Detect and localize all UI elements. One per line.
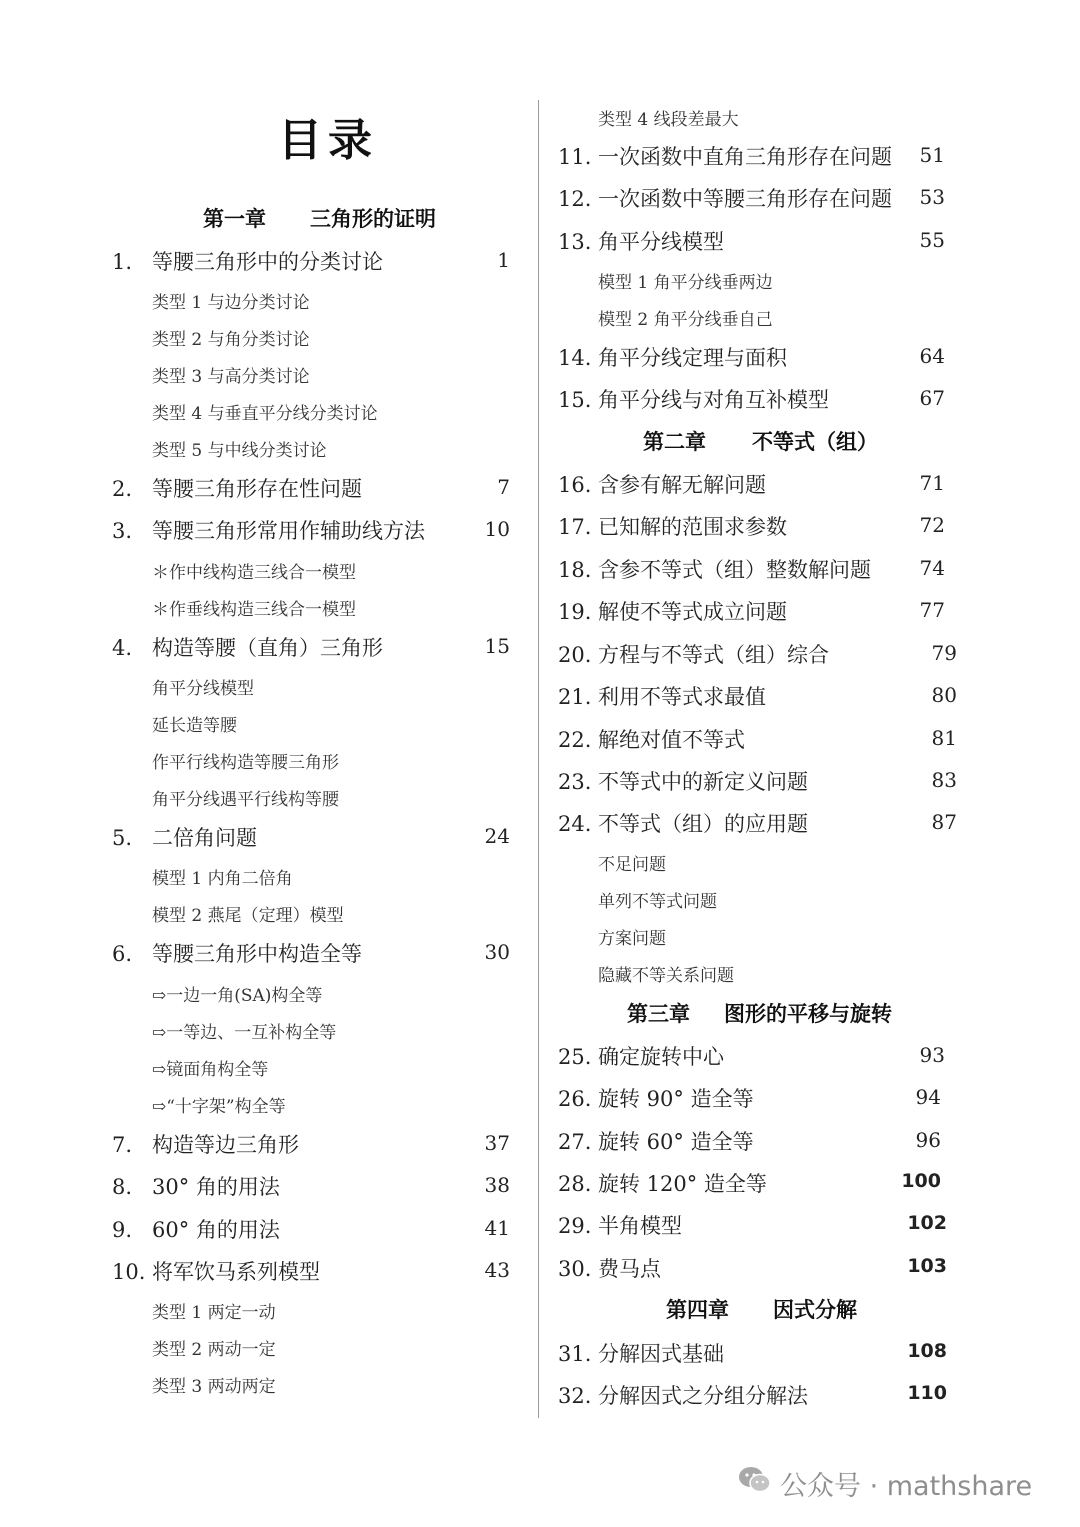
toc-entry[interactable] xyxy=(558,1210,682,1240)
entry-number: 1. xyxy=(112,250,133,274)
page-number: 10 xyxy=(484,517,510,541)
entry-text: 一次函数中直角三角形存在问题 xyxy=(598,145,892,169)
page-number: 102 xyxy=(907,1212,947,1234)
page-number: 24 xyxy=(484,824,510,848)
toc-subitem[interactable]: 方案问题 xyxy=(598,929,666,949)
toc-entry[interactable] xyxy=(112,1256,320,1286)
entry-text: 费马点 xyxy=(598,1257,661,1281)
page-number: 1 xyxy=(497,248,510,272)
entry-number: 23. xyxy=(558,770,592,794)
chapter-number: 第二章 xyxy=(643,430,706,454)
page-number: 67 xyxy=(919,386,945,410)
toc-subitem[interactable]: 类型 1 两定一动 xyxy=(152,1303,276,1323)
page-number: 93 xyxy=(919,1043,945,1067)
entry-text: 60° 角的用法 xyxy=(152,1218,280,1242)
entry-text: 一次函数中等腰三角形存在问题 xyxy=(598,187,892,211)
entry-number: 13. xyxy=(558,230,592,254)
toc-entry[interactable] xyxy=(112,473,362,503)
chapter-number: 第三章 xyxy=(627,1002,690,1026)
toc-entry[interactable] xyxy=(558,681,766,711)
entry-number: 10. xyxy=(112,1260,146,1284)
toc-entry[interactable] xyxy=(558,596,787,626)
chapter-name: 不等式（组） xyxy=(752,430,878,454)
page-number: 110 xyxy=(907,1382,947,1404)
toc-entry[interactable] xyxy=(558,1338,724,1368)
toc-entry[interactable] xyxy=(112,1129,299,1159)
entry-number: 28. xyxy=(558,1172,592,1196)
column-divider xyxy=(538,100,539,1418)
entry-number: 11. xyxy=(558,145,592,169)
page-number: 81 xyxy=(931,726,957,750)
chapter-heading xyxy=(627,998,892,1028)
page-number: 15 xyxy=(484,634,510,658)
page-number: 108 xyxy=(907,1340,947,1362)
entry-number: 32. xyxy=(558,1384,592,1408)
page-number: 72 xyxy=(919,513,945,537)
toc-entry[interactable] xyxy=(558,1126,754,1156)
toc-subitem[interactable]: ⇨“十字架”构全等 xyxy=(152,1097,286,1117)
entry-text: 解使不等式成立问题 xyxy=(598,600,787,624)
toc-subitem[interactable]: ⇨一等边、一互补构全等 xyxy=(152,1023,337,1043)
page-number: 100 xyxy=(901,1170,941,1192)
toc-entry[interactable] xyxy=(558,1253,661,1283)
toc-subitem[interactable]: 模型 2 角平分线垂自己 xyxy=(598,310,773,330)
chapter-number: 第四章 xyxy=(666,1298,729,1322)
entry-number: 7. xyxy=(112,1133,133,1157)
toc-entry[interactable] xyxy=(558,639,829,669)
entry-text: 等腰三角形中构造全等 xyxy=(152,942,362,966)
entry-text: 角平分线与对角互补模型 xyxy=(598,388,829,412)
chapter-name: 因式分解 xyxy=(773,1298,857,1322)
entry-text: 角平分线定理与面积 xyxy=(598,346,787,370)
entry-number: 8. xyxy=(112,1175,133,1199)
page-number: 83 xyxy=(931,768,957,792)
entry-number: 27. xyxy=(558,1130,592,1154)
toc-subitem[interactable]: ⇨镜面角构全等 xyxy=(152,1060,269,1080)
entry-number: 30. xyxy=(558,1257,592,1281)
chapter-heading xyxy=(203,203,436,233)
entry-number: 19. xyxy=(558,600,592,624)
toc-entry[interactable] xyxy=(558,1380,808,1410)
toc-subitem[interactable]: 类型 2 两动一定 xyxy=(152,1340,276,1360)
entry-number: 9. xyxy=(112,1218,133,1242)
entry-text: 方程与不等式（组）综合 xyxy=(598,643,829,667)
entry-text: 分解因式之分组分解法 xyxy=(598,1384,808,1408)
toc-entry[interactable] xyxy=(558,342,787,372)
toc-subitem[interactable]: 类型 5 与中线分类讨论 xyxy=(152,441,327,461)
toc-subitem[interactable]: 单列不等式问题 xyxy=(598,892,717,912)
toc-entry[interactable] xyxy=(112,632,383,662)
toc-entry[interactable] xyxy=(112,1171,280,1201)
toc-subitem[interactable]: 类型 1 与边分类讨论 xyxy=(152,293,310,313)
toc-entry[interactable] xyxy=(558,724,745,754)
page-number: 79 xyxy=(931,641,957,665)
entry-text: 等腰三角形中的分类讨论 xyxy=(152,250,383,274)
toc-subitem[interactable]: 角平分线遇平行线构等腰 xyxy=(152,790,339,810)
toc-subitem[interactable]: 作平行线构造等腰三角形 xyxy=(152,753,339,773)
toc-subitem[interactable]: 不足问题 xyxy=(598,855,666,875)
entry-text: 旋转 90° 造全等 xyxy=(598,1087,754,1111)
toc-subitem[interactable]: 类型 3 与高分类讨论 xyxy=(152,367,310,387)
toc-entry[interactable] xyxy=(558,141,892,171)
entry-number: 31. xyxy=(558,1342,592,1366)
toc-subitem[interactable]: 隐藏不等关系问题 xyxy=(598,966,734,986)
toc-entry[interactable] xyxy=(112,938,362,968)
entry-text: 构造等腰（直角）三角形 xyxy=(152,636,383,660)
toc-entry[interactable] xyxy=(112,515,425,545)
toc-entry[interactable] xyxy=(558,1168,767,1198)
page-number: 74 xyxy=(919,556,945,580)
toc-subitem[interactable]: 类型 2 与角分类讨论 xyxy=(152,330,310,350)
page-number: 71 xyxy=(919,471,945,495)
toc-entry[interactable] xyxy=(112,822,257,852)
entry-number: 21. xyxy=(558,685,592,709)
entry-number: 2. xyxy=(112,477,133,501)
toc-entry[interactable] xyxy=(112,246,383,276)
entry-number: 29. xyxy=(558,1214,592,1238)
toc-subitem[interactable]: 模型 1 角平分线垂两边 xyxy=(598,273,773,293)
page-number: 103 xyxy=(907,1255,947,1277)
toc-entry[interactable] xyxy=(558,469,766,499)
entry-text: 含参有解无解问题 xyxy=(598,473,766,497)
chapter-heading xyxy=(666,1294,857,1324)
entry-text: 已知解的范围求参数 xyxy=(598,515,787,539)
entry-text: 不等式中的新定义问题 xyxy=(598,770,808,794)
entry-text: 30° 角的用法 xyxy=(152,1175,280,1199)
entry-text: 构造等边三角形 xyxy=(152,1133,299,1157)
toc-entry[interactable] xyxy=(558,511,787,541)
page-number: 43 xyxy=(484,1258,510,1282)
toc-subitem[interactable]: 类型 3 两动两定 xyxy=(152,1377,276,1397)
entry-text: 二倍角问题 xyxy=(152,826,257,850)
toc-entry[interactable] xyxy=(558,183,892,213)
toc-subitem[interactable]: ＊作垂线构造三线合一模型 xyxy=(152,600,356,620)
entry-text: 等腰三角形存在性问题 xyxy=(152,477,362,501)
toc-subitem[interactable]: 模型 2 燕尾（定理）模型 xyxy=(152,906,344,926)
entry-text: 含参不等式（组）整数解问题 xyxy=(598,558,871,582)
page-number: 96 xyxy=(915,1128,941,1152)
toc-subitem[interactable]: ＊作中线构造三线合一模型 xyxy=(152,563,356,583)
toc-entry[interactable] xyxy=(112,1214,280,1244)
entry-text: 不等式（组）的应用题 xyxy=(598,812,808,836)
toc-title: 目录 xyxy=(278,115,378,166)
page-number: 64 xyxy=(919,344,945,368)
page-number: 37 xyxy=(484,1131,510,1155)
entry-number: 4. xyxy=(112,636,133,660)
entry-number: 16. xyxy=(558,473,592,497)
entry-text: 旋转 60° 造全等 xyxy=(598,1130,754,1154)
toc-entry[interactable] xyxy=(558,808,808,838)
entry-number: 17. xyxy=(558,515,592,539)
entry-number: 15. xyxy=(558,388,592,412)
entry-number: 5. xyxy=(112,826,133,850)
wechat-icon xyxy=(738,1466,772,1494)
entry-number: 18. xyxy=(558,558,592,582)
toc-subitem[interactable]: 类型 4 线段差最大 xyxy=(598,110,739,130)
toc-entry[interactable] xyxy=(558,1041,724,1071)
toc-entry[interactable] xyxy=(558,1083,754,1113)
entry-text: 等腰三角形常用作辅助线方法 xyxy=(152,519,425,543)
entry-text: 旋转 120° 造全等 xyxy=(598,1172,767,1196)
page-number: 55 xyxy=(919,228,945,252)
entry-number: 22. xyxy=(558,728,592,752)
entry-number: 6. xyxy=(112,942,133,966)
page-number: 7 xyxy=(497,475,510,499)
entry-number: 12. xyxy=(558,187,592,211)
page-number: 77 xyxy=(919,598,945,622)
entry-text: 确定旋转中心 xyxy=(598,1045,724,1069)
page-number: 94 xyxy=(915,1085,941,1109)
entry-text: 半角模型 xyxy=(598,1214,682,1238)
chapter-number: 第一章 xyxy=(203,207,266,231)
entry-text: 角平分线模型 xyxy=(598,230,724,254)
toc-subitem[interactable]: 角平分线模型 xyxy=(152,679,254,699)
page-number: 30 xyxy=(484,940,510,964)
entry-text: 分解因式基础 xyxy=(598,1342,724,1366)
entry-number: 26. xyxy=(558,1087,592,1111)
toc-subitem[interactable]: 模型 1 内角二倍角 xyxy=(152,869,293,889)
toc-entry[interactable] xyxy=(558,554,871,584)
page-number: 80 xyxy=(931,683,957,707)
page-number: 87 xyxy=(931,810,957,834)
chapter-name: 三角形的证明 xyxy=(310,207,436,231)
entry-number: 14. xyxy=(558,346,592,370)
page-number: 53 xyxy=(919,185,945,209)
chapter-name: 图形的平移与旋转 xyxy=(724,1002,892,1026)
chapter-heading xyxy=(643,426,878,456)
toc-subitem[interactable]: 延长造等腰 xyxy=(152,716,237,736)
page-number: 41 xyxy=(484,1216,510,1240)
entry-text: 将军饮马系列模型 xyxy=(152,1260,320,1284)
entry-number: 3. xyxy=(112,519,133,543)
page-number: 38 xyxy=(484,1173,510,1197)
page-number: 51 xyxy=(919,143,945,167)
entry-number: 25. xyxy=(558,1045,592,1069)
toc-subitem[interactable]: 类型 4 与垂直平分线分类讨论 xyxy=(152,404,378,424)
toc-entry[interactable] xyxy=(558,766,808,796)
toc-subitem[interactable]: ⇨一边一角(SA)构全等 xyxy=(152,986,323,1006)
entry-number: 24. xyxy=(558,812,592,836)
toc-entry[interactable] xyxy=(558,384,829,414)
watermark: 公众号 · mathshare xyxy=(780,1471,1033,1502)
toc-entry[interactable] xyxy=(558,226,724,256)
entry-text: 解绝对值不等式 xyxy=(598,728,745,752)
entry-text: 利用不等式求最值 xyxy=(598,685,766,709)
entry-number: 20. xyxy=(558,643,592,667)
